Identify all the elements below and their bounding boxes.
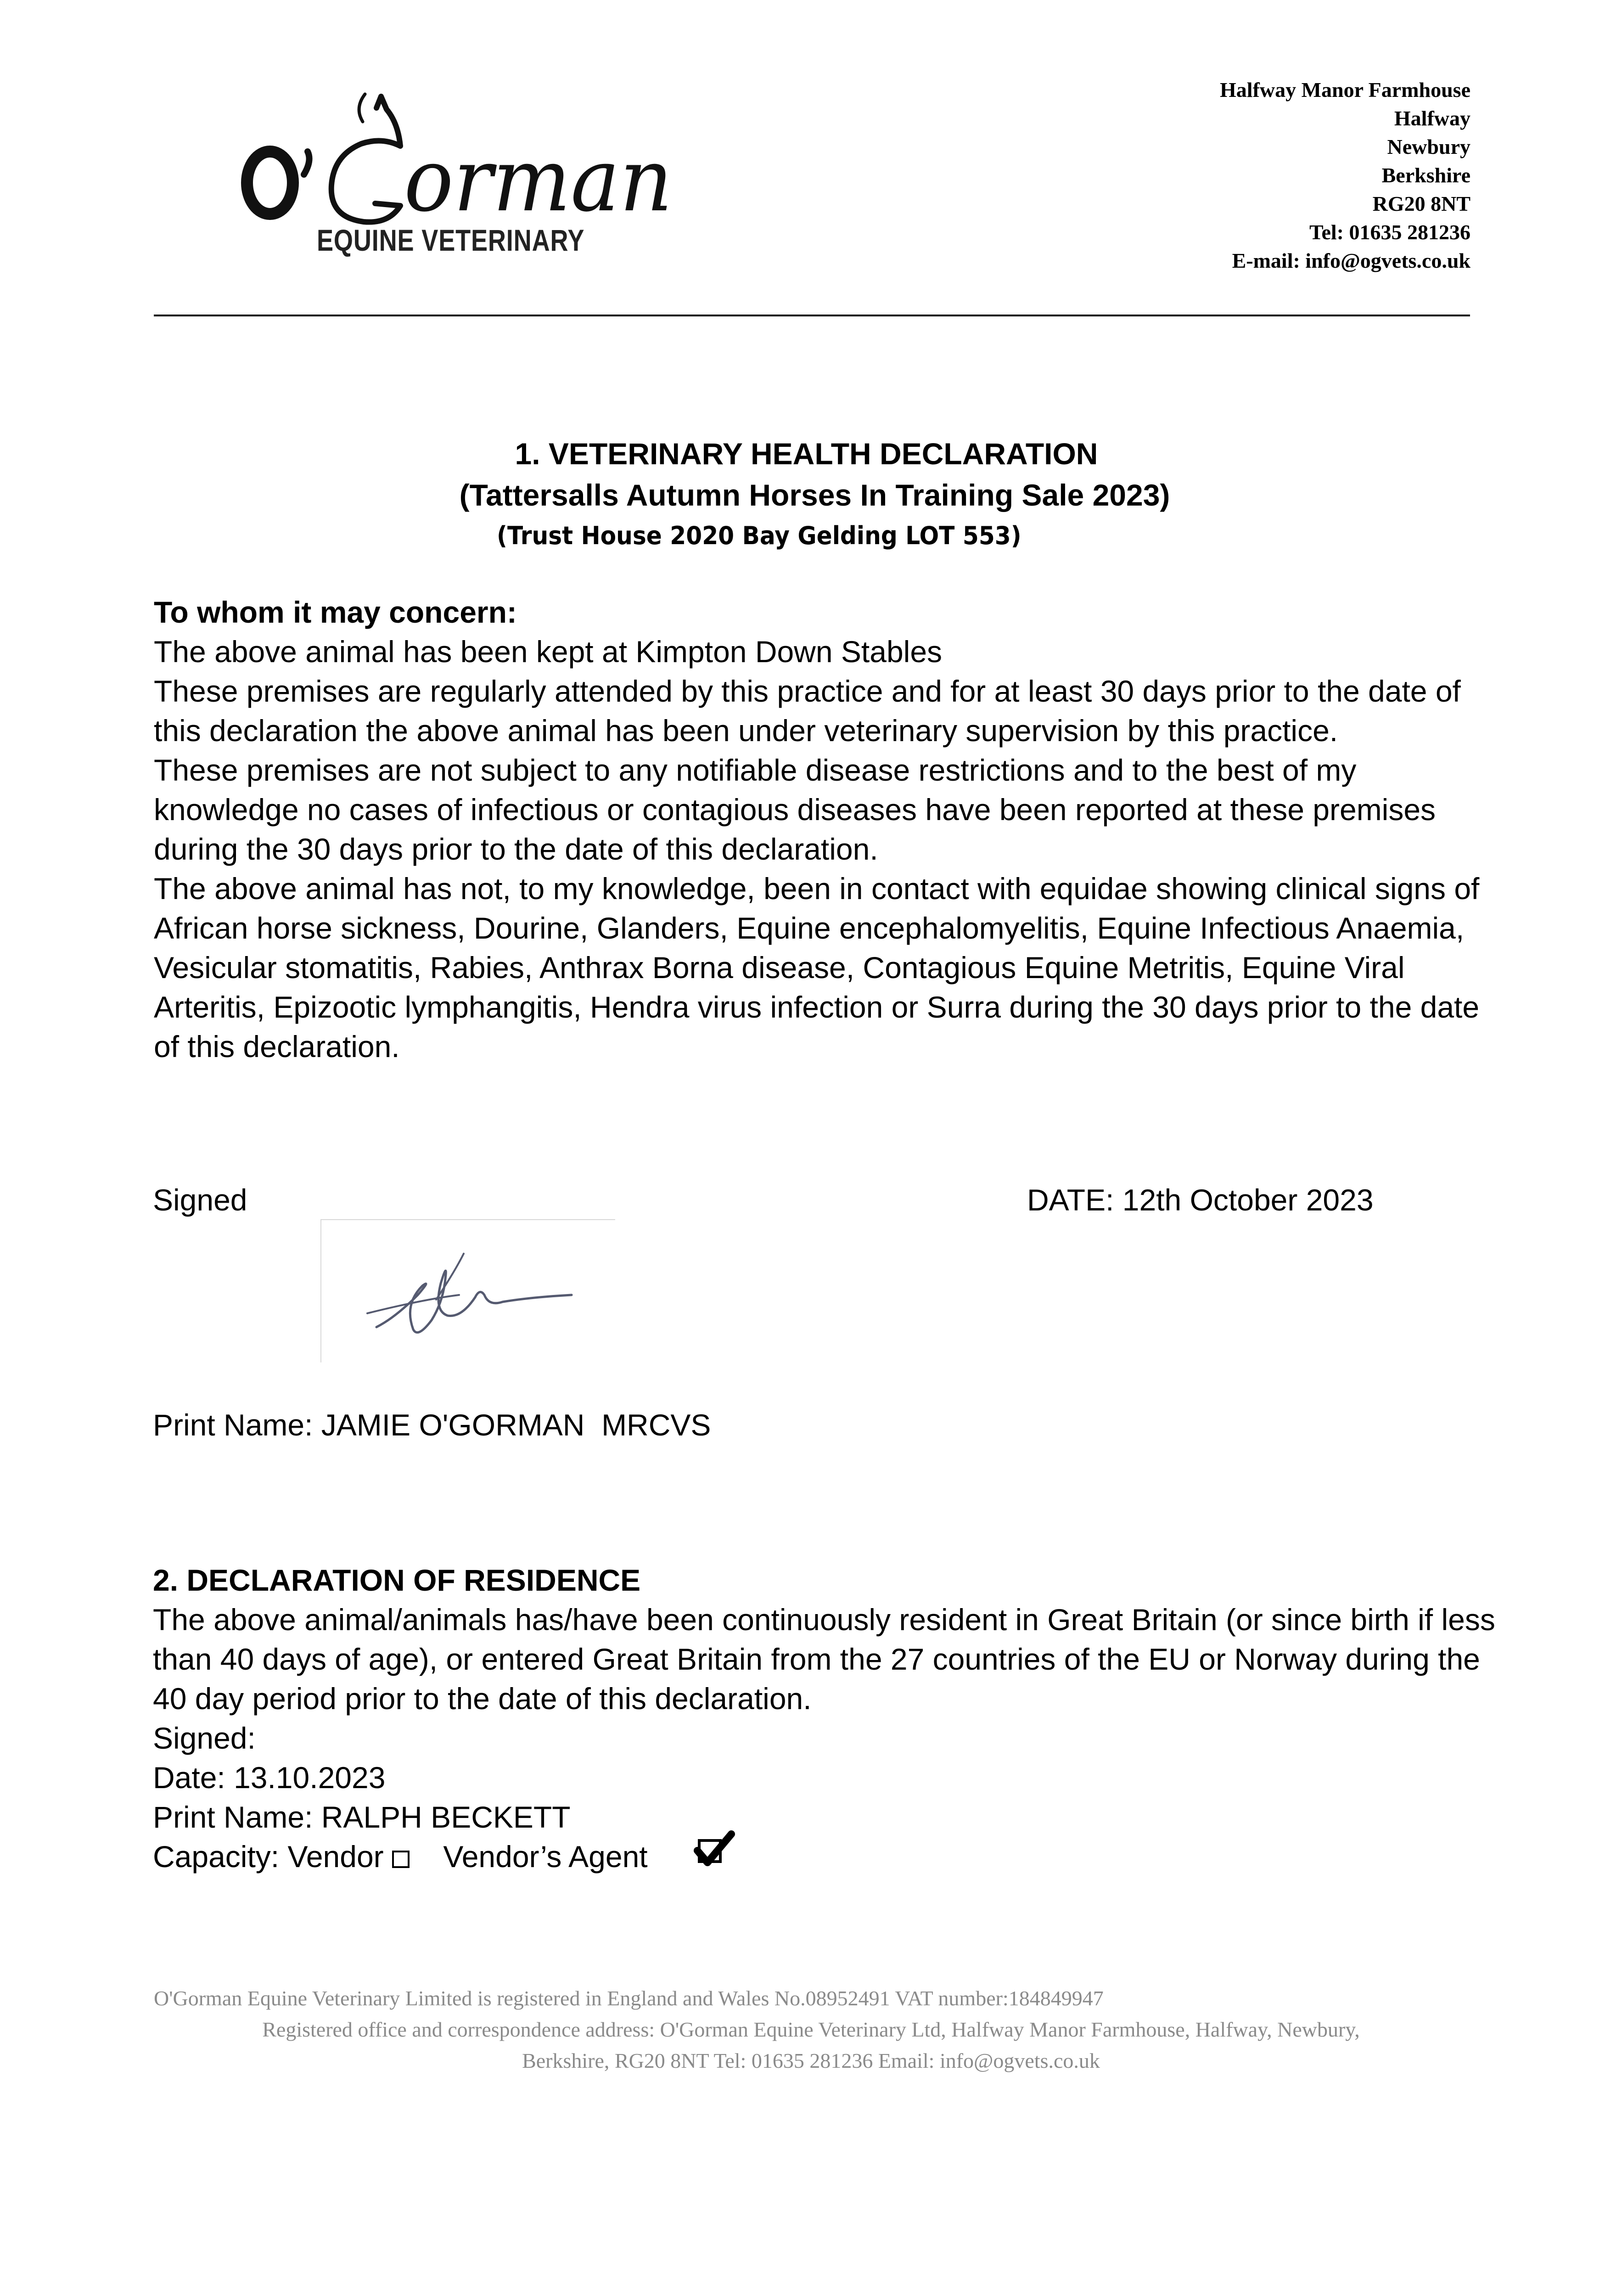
footer-registration: O'Gorman Equine Veterinary Limited is registered in England and Wales No.08952491 VAT number:184849947 bbox=[154, 1986, 1104, 2010]
lot-subtitle: (Trust House 2020 Bay Gelding LOT 553) bbox=[497, 521, 1021, 550]
declaration-date: DATE: 12th October 2023 bbox=[1027, 1183, 1374, 1217]
paragraph: These premises are regularly attended by this practice and for at least 30 days prior to the date of this declaration the above animal has been under veterinary supervision by this practice. bbox=[154, 674, 1461, 748]
health-declaration-body bbox=[154, 592, 1504, 1066]
header-divider bbox=[154, 315, 1470, 316]
paragraph: The above animal has been kept at Kimpton Down Stables bbox=[154, 635, 943, 669]
address-line: RG20 8NT bbox=[1372, 192, 1470, 215]
horse-head-logo-icon bbox=[239, 83, 679, 234]
practice-address bbox=[1220, 76, 1470, 275]
residence-paragraph: The above animal/animals has/have been continuously resident in Great Britain (or since birth if less than 40 days of age), or entered Great Britain from the 27 countries of the EU or Norway during the 40 day period prior to the date of this declaration. bbox=[153, 1603, 1495, 1716]
residence-date: Date: 13.10.2023 bbox=[153, 1761, 386, 1795]
capacity-vendor-label: Capacity: Vendor bbox=[153, 1840, 392, 1874]
address-line: Halfway Manor Farmhouse bbox=[1219, 78, 1470, 101]
handwritten-signature bbox=[358, 1235, 606, 1345]
svg-text:orman: orman bbox=[404, 129, 673, 231]
company-logo bbox=[239, 83, 679, 266]
residence-print-name: Print Name: RALPH BECKETT bbox=[153, 1800, 571, 1834]
address-line: Newbury bbox=[1387, 135, 1470, 158]
signed-label: Signed bbox=[153, 1183, 247, 1217]
logo-caption: EQUINE VETERINARY bbox=[317, 223, 585, 257]
declaration-title-text: 1. VETERINARY HEALTH DECLARATION bbox=[515, 437, 1098, 471]
agent-checkbox-checked-icon[interactable] bbox=[691, 1827, 737, 1873]
address-email: E-mail: info@ogvets.co.uk bbox=[1232, 249, 1470, 272]
salutation: To whom it may concern: bbox=[154, 595, 517, 629]
sale-subtitle-text: (Tattersalls Autumn Horses In Training Sale 2023) bbox=[459, 478, 1170, 512]
residence-declaration bbox=[153, 1560, 1512, 1876]
footer-contact: Berkshire, RG20 8NT Tel: 01635 281236 Email: info@ogvets.co.uk bbox=[522, 2049, 1100, 2072]
vendor-checkbox[interactable] bbox=[392, 1851, 410, 1868]
declaration-title bbox=[0, 436, 1622, 471]
address-line: Halfway bbox=[1394, 107, 1470, 130]
paragraph: These premises are not subject to any notifiable disease restrictions and to the best of my knowledge no cases of infectious or contagious diseases have been reported at these premises during the 30 days prior to the date of this declaration. bbox=[154, 753, 1436, 866]
address-phone: Tel: 01635 281236 bbox=[1309, 220, 1470, 244]
footer-registered-office: Registered office and correspondence address: O'Gorman Equine Veterinary Ltd, Halfway Manor Farmhouse, Halfway, Newbury, bbox=[262, 2018, 1360, 2041]
address-line: Berkshire bbox=[1381, 163, 1470, 187]
residence-signed-label: Signed: bbox=[153, 1721, 256, 1755]
capacity-line bbox=[153, 1837, 1512, 1876]
residence-title: 2. DECLARATION OF RESIDENCE bbox=[153, 1563, 641, 1597]
capacity-agent-label: Vendor’s Agent bbox=[409, 1840, 648, 1874]
paragraph: The above animal has not, to my knowledge, been in contact with equidae showing clinical signs of African horse sickness, Dourine, Glanders, Equine encephalomyelitis, Equine Infectious Anaemia, Vesicular stomatitis, Rabies, Anthrax Borna disease, Contagious Equine Metritis, Equine Viral Arteritis, Epizootic lymphangitis, Hendra virus infection or Surra during the 30 days prior to the date of this declaration. bbox=[154, 872, 1480, 1064]
sale-subtitle bbox=[0, 478, 1622, 512]
vet-print-name: Print Name: JAMIE O'GORMAN MRCVS bbox=[153, 1408, 711, 1442]
